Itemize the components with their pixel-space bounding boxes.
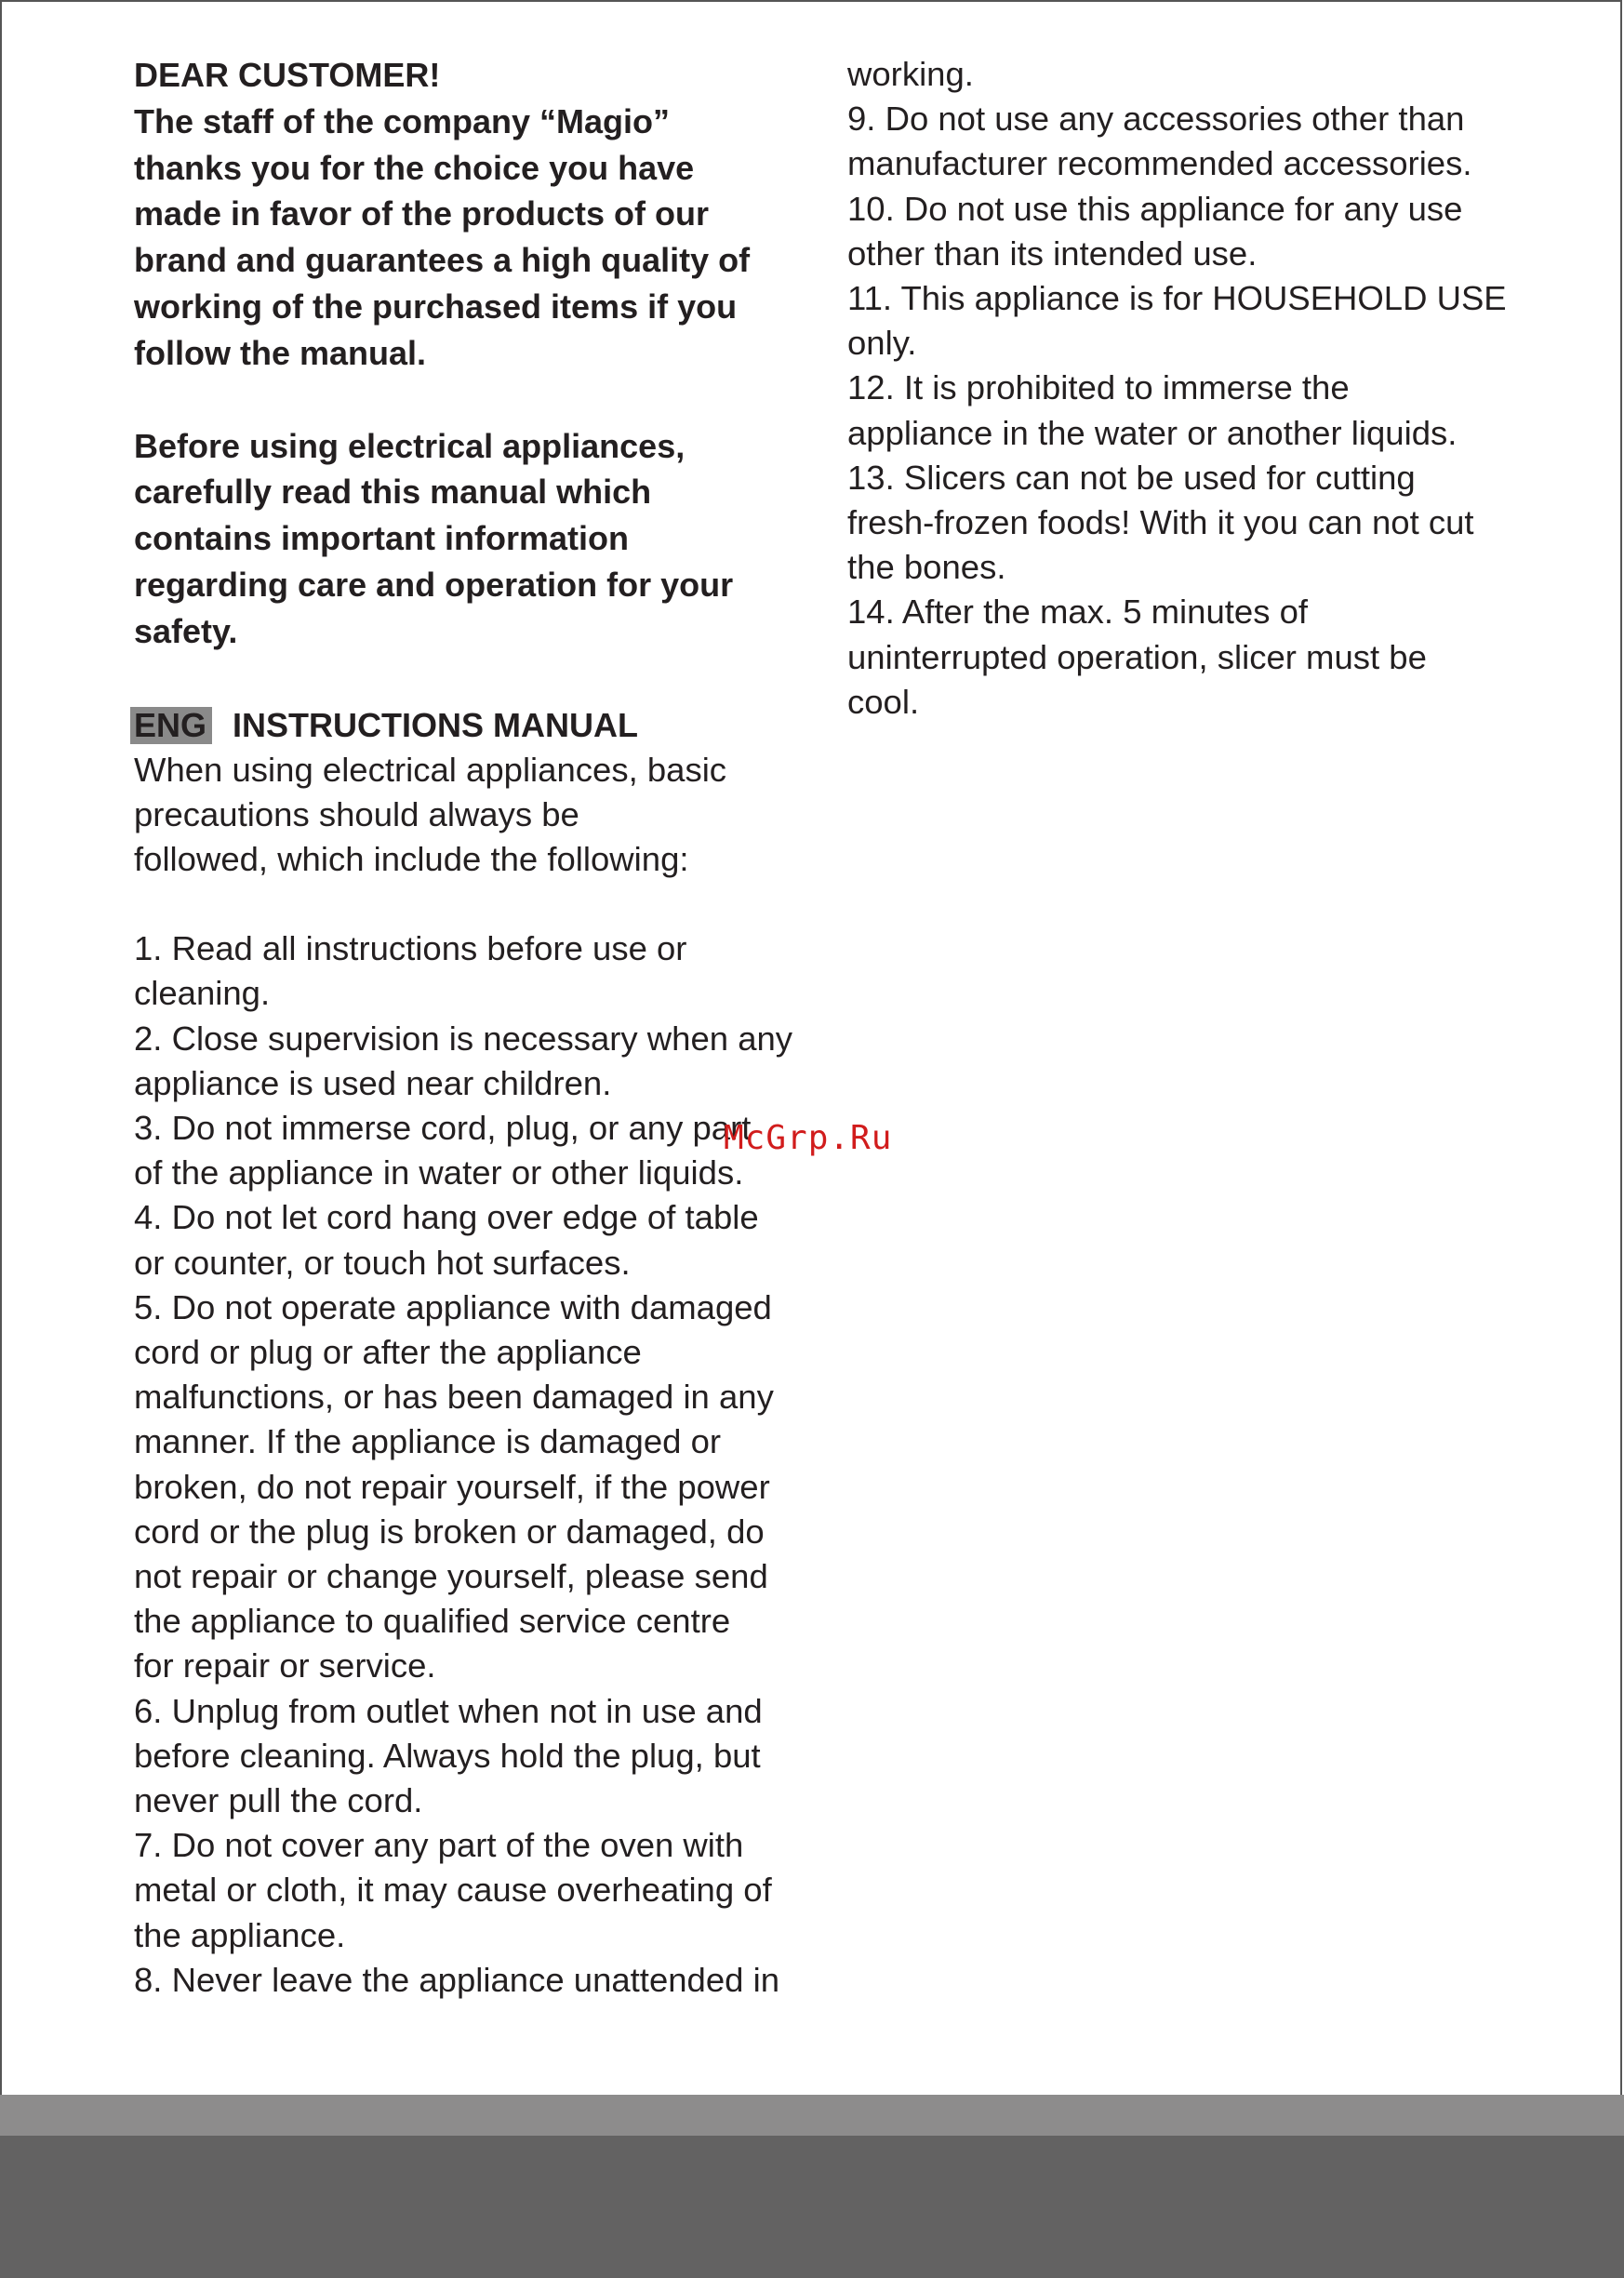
section-heading <box>134 703 813 748</box>
list-item: 10. Do not use this appliance for any use other than its intended use. <box>847 189 1463 273</box>
greeting: DEAR CUSTOMER! <box>134 56 441 94</box>
footer-band-light <box>0 2095 1624 2136</box>
list-item: 11. This appliance is for HOUSEHOLD USE only. <box>847 279 1507 363</box>
list-item: working. <box>847 55 974 93</box>
warning-paragraph: Before using electrical appliances, carefully read this manual which contains important information regarding care and operation for your safety. <box>134 426 734 650</box>
section-title: INSTRUCTIONS MANUAL <box>233 705 638 744</box>
preamble: When using electrical appliances, basic precautions should always be followed, which include the following: <box>134 750 727 878</box>
language-badge: ENG <box>130 707 212 744</box>
list-item: 6. Unplug from outlet when not in use and before cleaning. Always hold the plug, but never pull the cord. <box>134 1691 763 1820</box>
list-item: 5. Do not operate appliance with damaged cord or plug or after the appliance malfunctions, or has been damaged in any manner. If the appliance is damaged or broken, do not repair yourself, if the power cord or the plug is broken or damaged, do not repair or change yourself, please send the appliance to qualified service centre for repair or service. <box>134 1287 774 1685</box>
list-item: 1. Read all instructions before use or cleaning. <box>134 929 687 1013</box>
watermark: McGrp.Ru <box>724 1119 893 1157</box>
footer-band-dark <box>0 2136 1624 2278</box>
right-column <box>847 52 1517 725</box>
list-item: 12. It is prohibited to immerse the appliance in the water or another liquids. <box>847 368 1458 452</box>
thanks-paragraph: The staff of the company “Magio” thanks you for the choice you have made in favor of the products of our brand and guarantees a high quality of working of the purchased items if you follow the manual. <box>134 101 751 372</box>
list-item: 14. After the max. 5 minutes of uninterrupted operation, slicer must be cool. <box>847 593 1427 721</box>
list-item: 4. Do not let cord hang over edge of table or counter, or touch hot surfaces. <box>134 1198 759 1282</box>
list-item: 8. Never leave the appliance unattended in <box>134 1960 779 1999</box>
list-item: 13. Slicers can not be used for cutting fresh-frozen foods! With it you can not cut the bones. <box>847 458 1474 587</box>
list-item: 2. Close supervision is necessary when any appliance is used near children. <box>134 1019 793 1102</box>
left-column <box>134 52 813 2003</box>
list-item: 9. Do not use any accessories other than manufacturer recommended accessories. <box>847 100 1472 183</box>
list-item: 7. Do not cover any part of the oven with metal or cloth, it may cause overheating of the appliance. <box>134 1826 772 1954</box>
list-item: 3. Do not immerse cord, plug, or any part of the appliance in water or other liquids. <box>134 1108 752 1192</box>
